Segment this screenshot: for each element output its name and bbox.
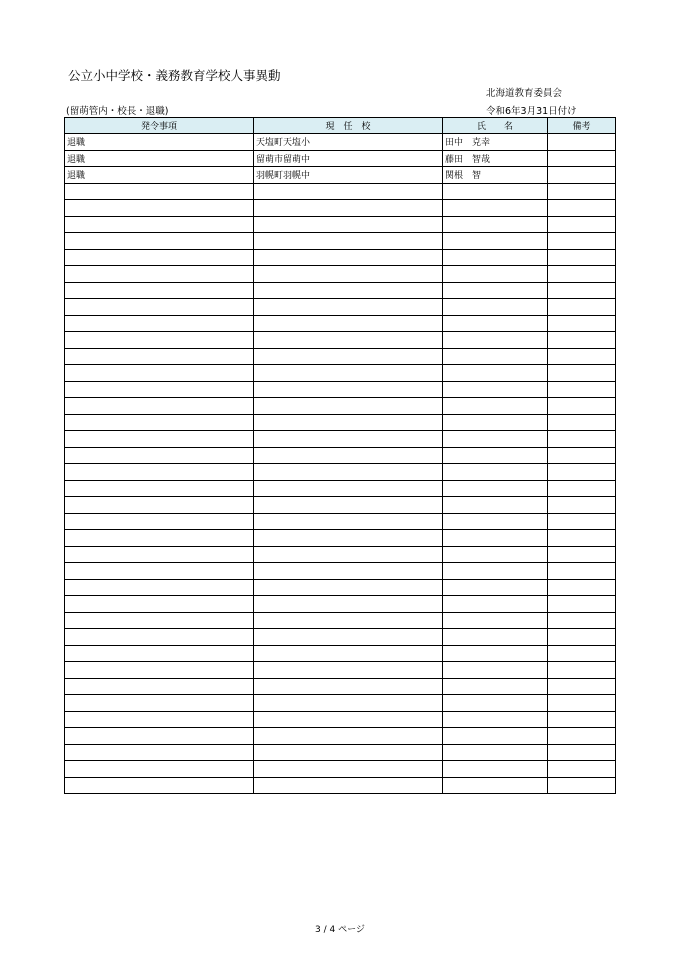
cell-name xyxy=(443,249,548,266)
cell-action xyxy=(65,728,254,745)
cell-remarks xyxy=(548,183,616,200)
cell-action xyxy=(65,464,254,481)
cell-action xyxy=(65,381,254,398)
cell-remarks xyxy=(548,563,616,580)
cell-name xyxy=(443,662,548,679)
cell-name xyxy=(443,711,548,728)
cell-remarks xyxy=(548,332,616,349)
cell-action xyxy=(65,645,254,662)
table-row xyxy=(65,662,616,679)
cell-action xyxy=(65,744,254,761)
cell-name xyxy=(443,596,548,613)
cell-action xyxy=(65,431,254,448)
cell-action xyxy=(65,695,254,712)
cell-current-school xyxy=(254,777,443,794)
cell-action xyxy=(65,579,254,596)
table-row xyxy=(65,299,616,316)
cell-remarks xyxy=(548,645,616,662)
cell-remarks xyxy=(548,216,616,233)
cell-action xyxy=(65,497,254,514)
cell-remarks xyxy=(548,249,616,266)
cell-remarks xyxy=(548,134,616,151)
page-number: 3 / 4 ページ xyxy=(315,925,365,935)
cell-current-school xyxy=(254,530,443,547)
cell-name xyxy=(443,530,548,547)
cell-action xyxy=(65,332,254,349)
cell-action xyxy=(65,249,254,266)
cell-current-school xyxy=(254,266,443,283)
cell-current-school xyxy=(254,183,443,200)
cell-name xyxy=(443,695,548,712)
cell-current-school xyxy=(254,744,443,761)
cell-current-school xyxy=(254,365,443,382)
cell-current-school xyxy=(254,761,443,778)
cell-action xyxy=(65,761,254,778)
cell-action xyxy=(65,563,254,580)
table-row xyxy=(65,678,616,695)
cell-current-school xyxy=(254,645,443,662)
cell-name xyxy=(443,546,548,563)
cell-action xyxy=(65,315,254,332)
cell-name: 藤田 智哉 xyxy=(443,150,548,167)
cell-action xyxy=(65,777,254,794)
cell-action xyxy=(65,546,254,563)
cell-remarks xyxy=(548,381,616,398)
cell-action xyxy=(65,596,254,613)
cell-remarks xyxy=(548,365,616,382)
cell-current-school xyxy=(254,678,443,695)
table-row xyxy=(65,645,616,662)
cell-current-school xyxy=(254,596,443,613)
personnel-table xyxy=(64,117,616,794)
cell-current-school xyxy=(254,464,443,481)
column-header-name: 氏 名 xyxy=(443,118,548,134)
table-row xyxy=(65,431,616,448)
cell-action xyxy=(65,183,254,200)
cell-current-school xyxy=(254,612,443,629)
cell-remarks xyxy=(548,150,616,167)
cell-current-school xyxy=(254,249,443,266)
cell-current-school xyxy=(254,711,443,728)
cell-remarks xyxy=(548,167,616,184)
cell-current-school xyxy=(254,728,443,745)
cell-current-school xyxy=(254,480,443,497)
cell-remarks xyxy=(548,266,616,283)
cell-action xyxy=(65,612,254,629)
cell-name xyxy=(443,183,548,200)
cell-remarks xyxy=(548,596,616,613)
cell-current-school xyxy=(254,233,443,250)
cell-remarks xyxy=(548,513,616,530)
table-row xyxy=(65,249,616,266)
cell-action xyxy=(65,398,254,415)
table-row xyxy=(65,134,616,151)
cell-current-school xyxy=(254,299,443,316)
cell-action: 退職 xyxy=(65,134,254,151)
cell-remarks xyxy=(548,398,616,415)
cell-current-school xyxy=(254,398,443,415)
table-row xyxy=(65,266,616,283)
cell-name xyxy=(443,365,548,382)
table-row xyxy=(65,315,616,332)
cell-action xyxy=(65,348,254,365)
cell-current-school xyxy=(254,513,443,530)
cell-remarks xyxy=(548,464,616,481)
table-row xyxy=(65,447,616,464)
table-row xyxy=(65,414,616,431)
cell-current-school xyxy=(254,414,443,431)
cell-action xyxy=(65,282,254,299)
table-row xyxy=(65,150,616,167)
cell-name xyxy=(443,233,548,250)
table-row xyxy=(65,777,616,794)
column-header-action: 発令事項 xyxy=(65,118,254,134)
cell-action xyxy=(65,711,254,728)
cell-action xyxy=(65,530,254,547)
table-row xyxy=(65,282,616,299)
cell-remarks xyxy=(548,233,616,250)
cell-action xyxy=(65,414,254,431)
cell-remarks xyxy=(548,480,616,497)
table-row xyxy=(65,761,616,778)
cell-action xyxy=(65,662,254,679)
cell-remarks xyxy=(548,447,616,464)
column-header-remarks: 備考 xyxy=(548,118,616,134)
document-scope: (留萌管内・校長・退職) xyxy=(66,106,169,117)
cell-current-school xyxy=(254,629,443,646)
table-row xyxy=(65,695,616,712)
table-row xyxy=(65,381,616,398)
cell-remarks xyxy=(548,678,616,695)
cell-name xyxy=(443,629,548,646)
cell-name xyxy=(443,282,548,299)
cell-remarks xyxy=(548,744,616,761)
cell-action xyxy=(65,299,254,316)
cell-name xyxy=(443,579,548,596)
table-row xyxy=(65,480,616,497)
cell-action xyxy=(65,447,254,464)
cell-remarks xyxy=(548,711,616,728)
table-row xyxy=(65,530,616,547)
table-row xyxy=(65,612,616,629)
table-row xyxy=(65,596,616,613)
cell-action xyxy=(65,200,254,217)
cell-action xyxy=(65,216,254,233)
cell-current-school: 羽幌町羽幌中 xyxy=(254,167,443,184)
cell-remarks xyxy=(548,761,616,778)
table-row xyxy=(65,497,616,514)
cell-name: 田中 克幸 xyxy=(443,134,548,151)
cell-action xyxy=(65,513,254,530)
cell-name xyxy=(443,563,548,580)
cell-remarks xyxy=(548,546,616,563)
effective-date: 令和6年3月31日付け xyxy=(486,106,577,117)
table-row xyxy=(65,200,616,217)
cell-name xyxy=(443,728,548,745)
cell-name xyxy=(443,612,548,629)
cell-action xyxy=(65,678,254,695)
table-row xyxy=(65,332,616,349)
table-row xyxy=(65,546,616,563)
table-row xyxy=(65,579,616,596)
cell-name xyxy=(443,447,548,464)
cell-action xyxy=(65,233,254,250)
cell-action xyxy=(65,266,254,283)
cell-current-school xyxy=(254,332,443,349)
cell-remarks xyxy=(548,777,616,794)
table-row xyxy=(65,233,616,250)
table-row xyxy=(65,744,616,761)
cell-current-school xyxy=(254,447,443,464)
cell-name xyxy=(443,777,548,794)
cell-remarks xyxy=(548,348,616,365)
cell-current-school: 留萌市留萌中 xyxy=(254,150,443,167)
cell-current-school xyxy=(254,662,443,679)
cell-name xyxy=(443,299,548,316)
cell-current-school xyxy=(254,695,443,712)
cell-name xyxy=(443,381,548,398)
table-row xyxy=(65,183,616,200)
issuing-organization: 北海道教育委員会 xyxy=(486,88,563,99)
cell-remarks xyxy=(548,728,616,745)
table-row xyxy=(65,216,616,233)
cell-current-school xyxy=(254,282,443,299)
cell-name xyxy=(443,645,548,662)
cell-remarks xyxy=(548,497,616,514)
cell-name xyxy=(443,431,548,448)
cell-remarks xyxy=(548,200,616,217)
cell-current-school xyxy=(254,348,443,365)
cell-current-school: 天塩町天塩小 xyxy=(254,134,443,151)
cell-current-school xyxy=(254,381,443,398)
cell-remarks xyxy=(548,299,616,316)
table-row xyxy=(65,464,616,481)
table-row xyxy=(65,728,616,745)
cell-remarks xyxy=(548,282,616,299)
page-title: 公立小中学校・義務教育学校人事異動 xyxy=(68,68,281,83)
cell-remarks xyxy=(548,612,616,629)
cell-name xyxy=(443,497,548,514)
cell-remarks xyxy=(548,315,616,332)
cell-name xyxy=(443,266,548,283)
cell-remarks xyxy=(548,579,616,596)
table-row xyxy=(65,711,616,728)
table-row xyxy=(65,513,616,530)
table-row xyxy=(65,348,616,365)
table-row xyxy=(65,365,616,382)
cell-action: 退職 xyxy=(65,167,254,184)
cell-name xyxy=(443,315,548,332)
cell-action xyxy=(65,480,254,497)
cell-current-school xyxy=(254,579,443,596)
cell-current-school xyxy=(254,315,443,332)
cell-current-school xyxy=(254,200,443,217)
cell-name xyxy=(443,744,548,761)
cell-remarks xyxy=(548,530,616,547)
cell-name xyxy=(443,200,548,217)
cell-action xyxy=(65,629,254,646)
cell-remarks xyxy=(548,431,616,448)
cell-remarks xyxy=(548,662,616,679)
table-row xyxy=(65,629,616,646)
cell-name xyxy=(443,348,548,365)
column-header-current-school: 現 任 校 xyxy=(254,118,443,134)
table-row xyxy=(65,167,616,184)
table-row xyxy=(65,398,616,415)
table-header-row xyxy=(65,118,616,134)
cell-name xyxy=(443,414,548,431)
cell-name xyxy=(443,761,548,778)
cell-remarks xyxy=(548,414,616,431)
cell-name xyxy=(443,464,548,481)
cell-current-school xyxy=(254,431,443,448)
cell-action xyxy=(65,365,254,382)
cell-name xyxy=(443,216,548,233)
cell-name xyxy=(443,678,548,695)
cell-current-school xyxy=(254,216,443,233)
cell-current-school xyxy=(254,563,443,580)
cell-name xyxy=(443,398,548,415)
cell-name xyxy=(443,513,548,530)
table-row xyxy=(65,563,616,580)
cell-name xyxy=(443,480,548,497)
cell-remarks xyxy=(548,629,616,646)
cell-action: 退職 xyxy=(65,150,254,167)
cell-current-school xyxy=(254,497,443,514)
cell-current-school xyxy=(254,546,443,563)
cell-name xyxy=(443,332,548,349)
cell-name: 関根 智 xyxy=(443,167,548,184)
cell-remarks xyxy=(548,695,616,712)
